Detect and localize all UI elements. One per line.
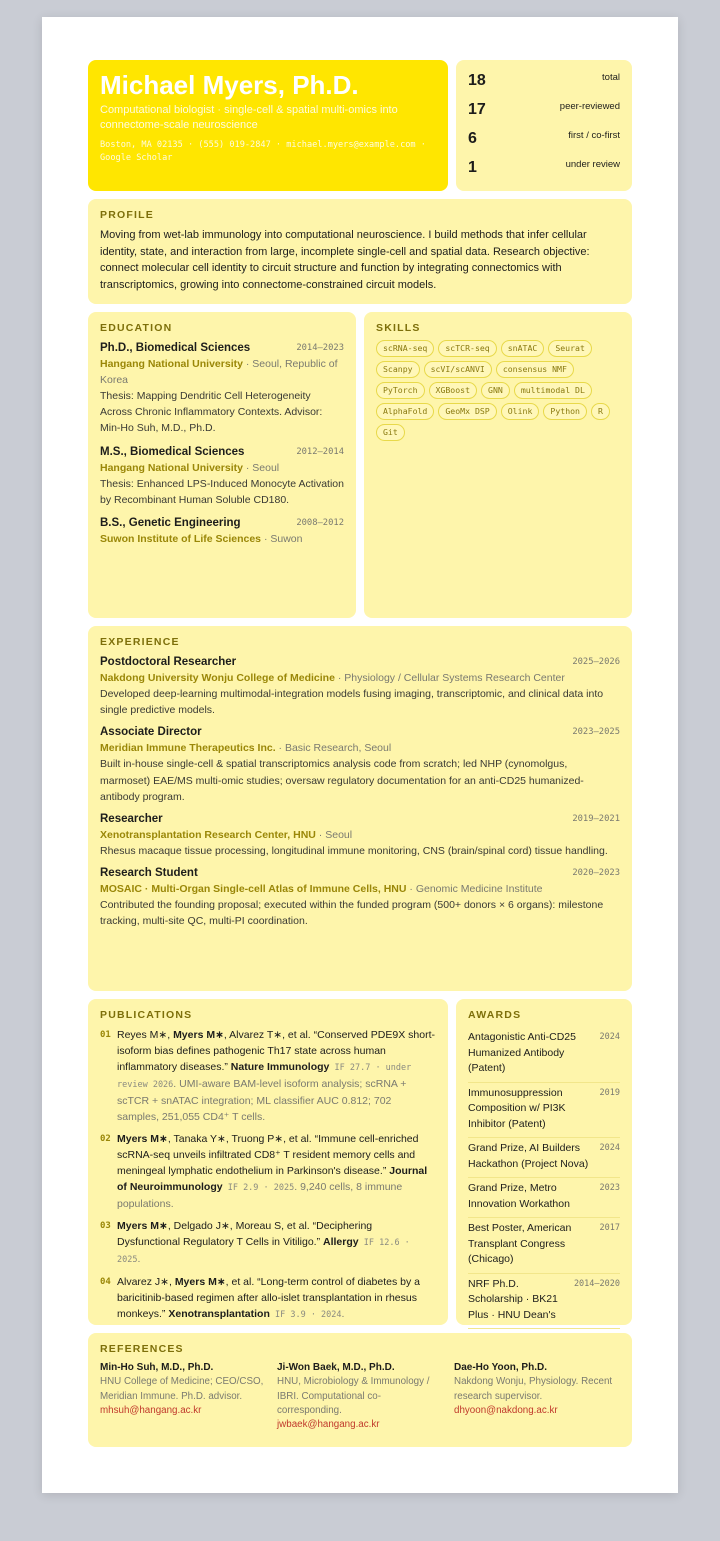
award-item — [468, 1274, 620, 1330]
skill-tag: scRNA-seq — [376, 340, 434, 357]
reference-email-link[interactable]: jwbaek@hangang.ac.kr — [277, 1419, 380, 1431]
education-entry — [100, 340, 344, 437]
location: · Seoul — [315, 829, 353, 842]
resume-page — [42, 17, 678, 1493]
section-title: EDUCATION — [100, 322, 173, 334]
award-year: 2023 — [599, 1183, 620, 1193]
award-name: Best Poster, American Transplant Congress (Chicago) — [468, 1222, 572, 1265]
institution: Hangang National University — [100, 461, 243, 474]
degree: B.S., Genetic Engineering — [100, 517, 241, 530]
award-year: 2017 — [599, 1223, 620, 1233]
publication-note: . — [137, 1253, 141, 1265]
publication-index: 04 — [100, 1277, 111, 1287]
reference-item — [277, 1361, 442, 1432]
award-year: 2024 — [599, 1143, 620, 1153]
reference-email-link[interactable]: dhyoon@nakdong.ac.kr — [454, 1404, 558, 1416]
section-title: PROFILE — [100, 209, 154, 221]
tagline: Computational biologist · single-cell & spatial multi-omics into connectome-scale neuroscience — [100, 104, 398, 131]
stat-label: first / co-first — [568, 130, 620, 141]
reference-name: Ji-Won Baek, M.D., Ph.D. — [277, 1362, 395, 1373]
skill-tag: GeoMx DSP — [438, 403, 496, 420]
description: Built in-house single-cell & spatial transcriptomics analysis code from scratch; led NHP (cynomolgus, marmoset) EAE/MS multi-omic studies; oversaw regulatory documentation for an anti-CD25 humanized-antibody program. — [100, 758, 584, 803]
reference-desc: HNU, Microbiology & Immunology / IBRI. Computational co-corresponding. — [277, 1376, 430, 1416]
location: · Physiology / Cellular Systems Research Center — [334, 672, 565, 684]
author-self: Myers M∗ — [174, 1276, 226, 1288]
award-item — [468, 1083, 620, 1139]
education-entry — [100, 444, 344, 508]
author-self: Myers M∗ — [117, 1133, 168, 1145]
citation-text: , Alvarez T∗, et al. “Conserved PDE9X short-isoform bias defines pathogenic Th17 state across human inflammatory diseases.” — [117, 1029, 435, 1073]
award-name: Antagonistic Anti-CD25 Humanized Antibody (Patent) — [468, 1031, 576, 1074]
stat-number: 1 — [468, 159, 477, 176]
reference-item — [100, 1361, 265, 1432]
stat-number: 17 — [468, 101, 486, 118]
header-row — [88, 60, 632, 191]
stat-row — [468, 99, 620, 128]
date-range: 2019–2021 — [572, 814, 620, 825]
skill-tag: Python — [543, 403, 587, 420]
experience-entry — [100, 724, 620, 805]
profile-section — [88, 199, 632, 304]
date-range: 2012–2014 — [296, 446, 344, 457]
organization: MOSAIC · Multi-Organ Single-cell Atlas of Immune Cells, HNU — [100, 883, 407, 896]
stat-number: 6 — [468, 130, 477, 147]
thesis: Thesis: Enhanced LPS-Induced Monocyte Activation by Recombinant Human Soluble CD180. — [100, 477, 344, 506]
skill-tag: snATAC — [501, 340, 545, 357]
skill-tag: XGBoost — [429, 382, 478, 399]
skill-tag: R — [591, 403, 610, 420]
role: Postdoctoral Researcher — [100, 656, 237, 668]
reference-name: Dae-Ho Yoon, Ph.D. — [454, 1362, 547, 1373]
award-name: NRF Ph.D. Scholarship · BK21 Plus · HNU Dean's — [468, 1277, 558, 1321]
citation-text: , Delgado J∗, Moreau S, et al. “Deciphering Dysfunctional Regulatory T Cells in Vitiligo.” — [117, 1220, 373, 1248]
award-year: 2019 — [599, 1087, 620, 1098]
thesis: Thesis: Mapping Dendritic Cell Heterogeneity Across Chronic Inflammatory Contexts. Advisor: Min-Ho Suh, M.D., Ph.D. — [100, 390, 323, 435]
citation-text: , et al. “Long-term control of diabetes by a baricitinib-based regimen after allo-islet transplantation in rhesus monkeys.” — [117, 1276, 420, 1320]
author-self: Myers M∗ — [173, 1029, 224, 1041]
location: · Suwon — [261, 533, 303, 546]
award-item — [468, 1138, 620, 1178]
skill-tag: Scanpy — [376, 361, 420, 378]
section-title: EXPERIENCE — [100, 636, 180, 648]
degree: Ph.D., Biomedical Sciences — [100, 342, 251, 354]
education-section — [88, 312, 356, 618]
references-row — [100, 1361, 620, 1432]
award-item — [468, 1218, 620, 1274]
award-name: Immunosuppression Composition w/ PI3K Inhibitor (Patent) — [468, 1086, 566, 1130]
education-entry — [100, 515, 344, 547]
description: Contributed the founding proposal; executed within the funded program (500+ donors × 6 organs): milestone tracking, multi-site QC, multi-PI coordination. — [100, 899, 604, 928]
institution: Suwon Institute of Life Sciences — [100, 533, 262, 546]
date-range: 2014–2023 — [296, 343, 344, 353]
publication-note: . — [341, 1308, 345, 1320]
award-item — [468, 1178, 620, 1218]
degree: M.S., Biomedical Sciences — [100, 445, 245, 458]
impact-meta: IF 27.7 · under review 2026 — [117, 1063, 412, 1090]
stat-label: total — [602, 72, 620, 83]
award-name: Grand Prize, AI Builders Hackathon (Project Nova) — [468, 1142, 589, 1170]
header-card — [88, 60, 448, 191]
authors-pre: Reyes M∗, — [117, 1029, 174, 1041]
location: · Genomic Medicine Institute — [406, 883, 543, 896]
publication-item — [100, 1218, 436, 1268]
stat-label: under review — [565, 159, 620, 170]
skill-tag: AlphaFold — [376, 403, 434, 420]
journal: Allergy — [323, 1236, 359, 1248]
section-title: REFERENCES — [100, 1343, 184, 1355]
skill-tag: multimodal DL — [514, 382, 592, 399]
publication-stats — [456, 60, 632, 191]
publication-item — [100, 1027, 436, 1125]
profile-text: Moving from wet-lab immunology into computational neuroscience. I build methods that infer cellular identity, state, and interaction from large, incomplete single-cell and spatial data. Research objective: connect molecular cell identity to circuit structure and function by integrating connectomics with transcriptomics, growing into connectome-constrained circuit models. — [100, 229, 590, 291]
contact-line: Boston, MA 02135 · (555) 019-2847 · michael.myers@example.com · Google Scholar — [100, 140, 426, 163]
awards-section — [456, 999, 632, 1325]
organization: Xenotransplantation Research Center, HNU — [100, 829, 316, 842]
reference-desc: HNU College of Medicine; CEO/CSO, Meridian Immune. Ph.D. advisor. — [100, 1376, 264, 1402]
education-skills-row — [88, 312, 632, 618]
impact-meta: IF 2.9 · 2025 — [222, 1183, 295, 1193]
award-year: 2024 — [599, 1032, 620, 1042]
skill-tag: Git — [376, 424, 405, 441]
publication-index: 03 — [100, 1221, 111, 1231]
journal: Nature Immunology — [230, 1061, 330, 1073]
publication-index: 02 — [100, 1134, 111, 1144]
skill-tag: scTCR-seq — [438, 340, 496, 357]
skill-tag: scVI/scANVI — [424, 361, 492, 378]
stat-row — [468, 128, 620, 157]
experience-section — [88, 626, 632, 991]
institution: Hangang National University — [100, 358, 243, 370]
stat-label: peer-reviewed — [559, 101, 620, 112]
description: Rhesus macaque tissue processing, longitudinal immune monitoring, CNS (brain/spinal cord) tissue handling. — [100, 845, 608, 858]
reference-email-link[interactable]: mhsuh@hangang.ac.kr — [100, 1404, 202, 1416]
journal: Journal of Neuroimmunology — [117, 1165, 428, 1193]
location: · Seoul — [242, 461, 280, 474]
award-year: 2014–2020 — [573, 1278, 620, 1289]
references-section — [88, 1333, 632, 1447]
role: Research Student — [100, 867, 198, 880]
stat-row — [468, 70, 620, 99]
section-title: AWARDS — [468, 1009, 522, 1021]
experience-entry — [100, 654, 620, 718]
location: · Basic Research, Seoul — [275, 742, 392, 755]
publication-note: . UMI-aware BAM-level isoform analysis; scRNA + scTCR + snATAC integration; ML classifier AUC 0.812; 702 samples, 251,055 CD4⁺ T cells. — [117, 1078, 407, 1123]
skill-tag: Olink — [501, 403, 540, 420]
date-range: 2025–2026 — [572, 657, 620, 667]
award-name: Grand Prize, Metro Innovation Workathon — [468, 1182, 570, 1210]
date-range: 2008–2012 — [296, 518, 344, 529]
authors-pre: Alvarez J∗, — [117, 1276, 175, 1288]
location: · Seoul, Republic of Korea — [100, 358, 338, 386]
skill-tag: Seurat — [548, 340, 592, 357]
publications-awards-row — [88, 999, 632, 1325]
role: Associate Director — [100, 726, 202, 739]
publication-note: . 9,240 cells, 8 immune populations. — [117, 1181, 403, 1210]
author-self: Myers M∗ — [117, 1220, 168, 1232]
publication-item — [100, 1274, 436, 1323]
stat-row — [468, 157, 620, 186]
award-item — [468, 1027, 620, 1083]
person-name: Michael Myers, Ph.D. — [100, 70, 359, 100]
reference-name: Min-Ho Suh, M.D., Ph.D. — [100, 1362, 214, 1373]
impact-meta: IF 12.6 · 2025 — [117, 1238, 410, 1265]
organization: Meridian Immune Therapeutics Inc. — [100, 742, 276, 755]
publication-index: 01 — [100, 1030, 111, 1040]
journal: Xenotransplantation — [168, 1308, 270, 1320]
date-range: 2023–2025 — [572, 727, 620, 738]
experience-entry — [100, 811, 620, 859]
resume-content — [88, 60, 632, 1447]
publication-item — [100, 1131, 436, 1212]
stat-number: 18 — [468, 72, 486, 89]
role: Researcher — [100, 813, 163, 826]
impact-meta: IF 3.9 · 2024 — [269, 1310, 342, 1320]
reference-desc: Nakdong Wonju, Physiology. Recent research supervisor. — [454, 1376, 613, 1402]
skill-tag: PyTorch — [376, 382, 425, 399]
description: Developed deep-learning multimodal-integration models fusing imaging, transcriptomic, and clinical data into single predictive models. — [100, 688, 604, 717]
experience-entry — [100, 865, 620, 929]
reference-item — [454, 1361, 619, 1432]
skill-tag: GNN — [481, 382, 510, 399]
date-range: 2020–2023 — [572, 868, 620, 879]
organization: Nakdong University Wonju College of Medicine — [100, 672, 335, 684]
citation-text: , Tanaka Y∗, Truong P∗, et al. “Immune cell-enriched scRNA-seq unveils infiltrated CD8⁺ T resident memory cells and meningeal lymphatic endothelium in Parkinson's disease.” — [117, 1133, 419, 1177]
publications-section — [88, 999, 448, 1325]
skills-section — [364, 312, 632, 618]
skill-tag: consensus NMF — [496, 361, 574, 378]
skill-tags — [376, 340, 620, 441]
section-title: PUBLICATIONS — [100, 1009, 193, 1021]
section-title: SKILLS — [376, 322, 421, 334]
